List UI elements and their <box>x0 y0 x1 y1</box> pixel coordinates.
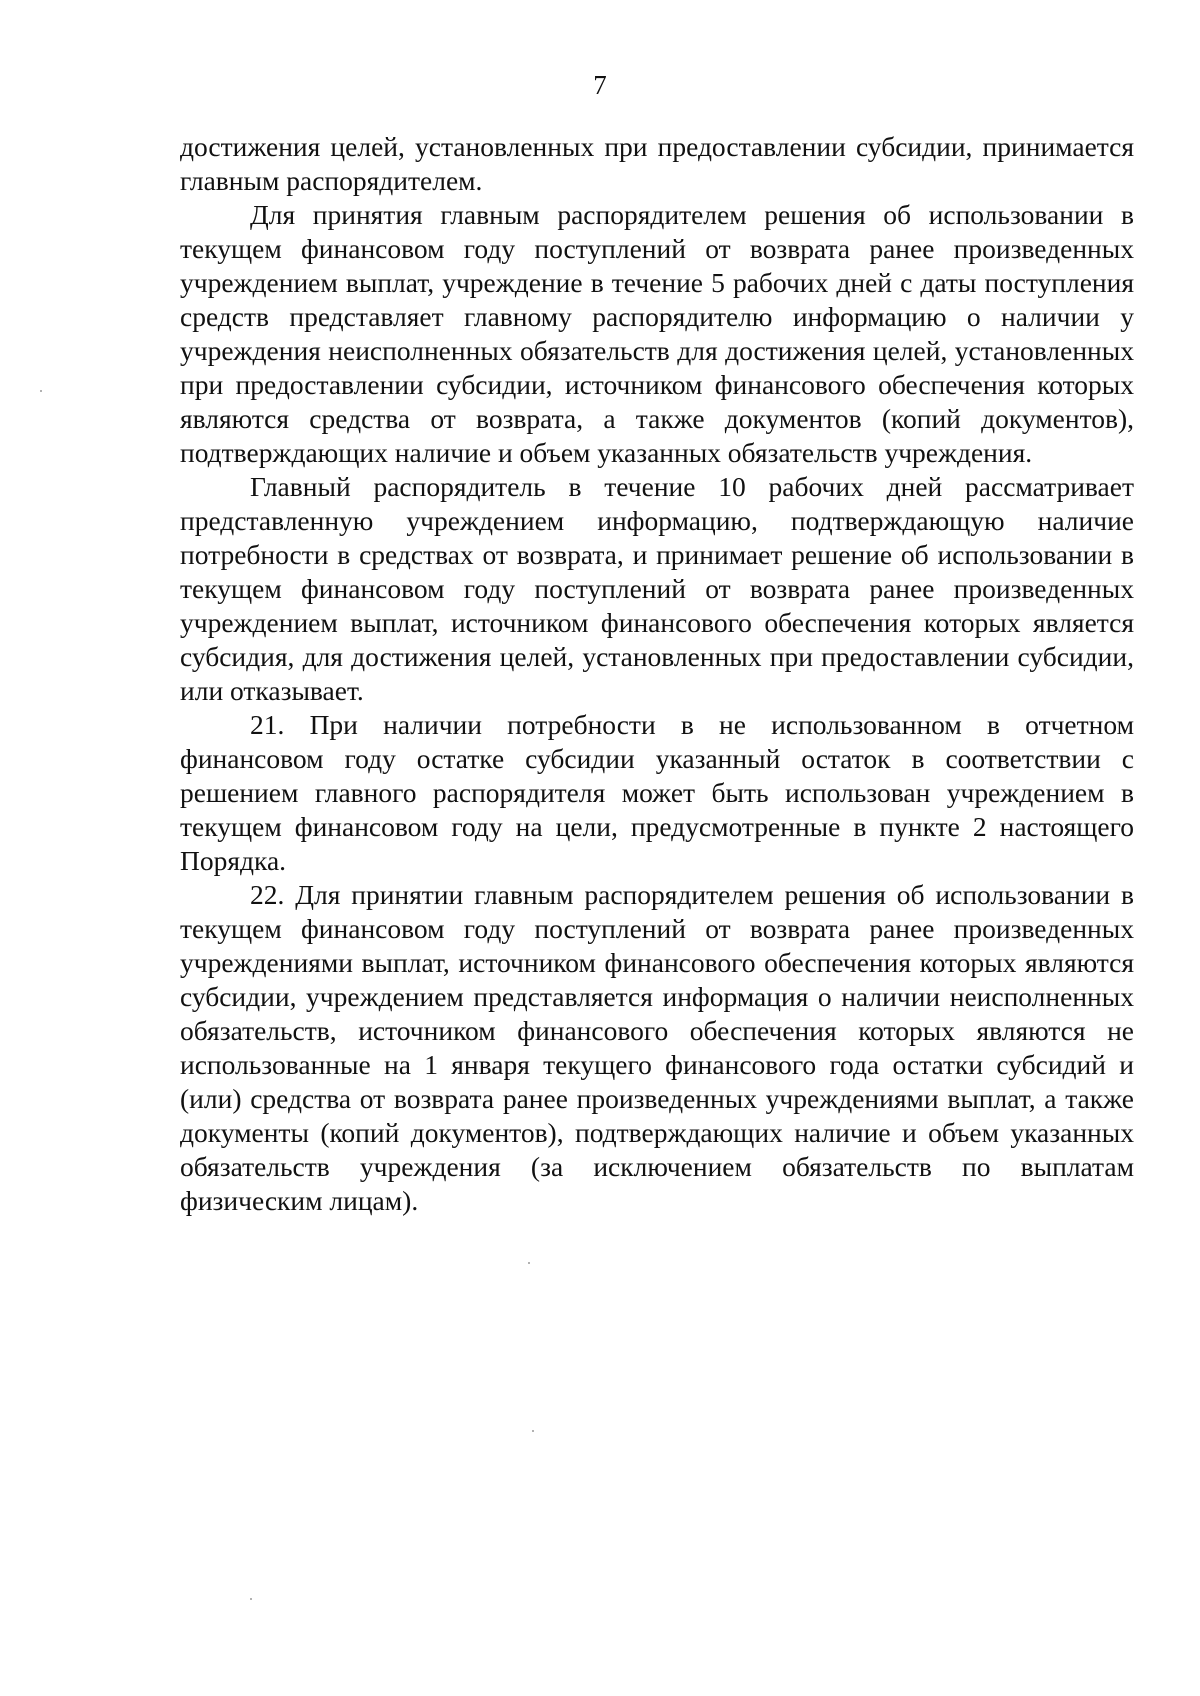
scan-speck <box>528 1262 530 1264</box>
paragraph-main-manager-review: Главный распорядитель в течение 10 рабочих дней рассматривает представленную учреждением информацию, подтверждающую наличие потребности в средствах от возврата, и принимает решение об использовании в текущем финансовом году поступлений от возврата ранее произведенных учреждением выплат, источником финансового обеспечения которых является субсидия, для достижения целей, установленных при предоставлении субсидии, или отказывает. <box>180 471 1134 706</box>
document-body <box>180 130 1134 1218</box>
paragraph-return-decision-info: Для принятия главным распорядителем решения об использовании в текущем финансовом году поступлений от возврата ранее произведенных учреждением выплат, учреждение в течение 5 рабочих дней с даты поступления средств представляет главному распорядителю информацию о наличии у учреждения неисполненных обязательств для достижения целей, установленных при предоставлении субсидии, источником финансового обеспечения которых являются средства от возврата, а также документов (копий документов), подтверждающих наличие и объем указанных обязательств учреждения. <box>180 199 1134 468</box>
paragraph-item-21: 21. При наличии потребности в не использованном в отчетном финансовом году остатке субсидии указанный остаток в соответствии с решением главного распорядителя может быть использован учреждением в текущем финансовом году на цели, предусмотренные в пункте 2 настоящего Порядка. <box>180 709 1134 876</box>
page-number: 7 <box>593 70 607 100</box>
paragraph-continuation: достижения целей, установленных при предоставлении субсидии, принимается главным распорядителем. <box>180 131 1134 196</box>
scan-speck <box>532 1430 534 1432</box>
paragraph-item-22: 22. Для принятии главным распорядителем решения об использовании в текущем финансовом году поступлений от возврата ранее произведенных учреждениями выплат, источником финансового обеспечения которых являются субсидии, учреждением представляется информация о наличии неисполненных обязательств, источником финансового обеспечения которых являются не использованные на 1 января текущего финансового года остатки субсидий и (или) средства от возврата ранее произведенных учреждениями выплат, а также документы (копий документов), подтверждающих наличие и объем указанных обязательств учреждения (за исключением обязательств по выплатам физическим лицам). <box>180 879 1134 1216</box>
scan-speck <box>250 1598 252 1600</box>
scan-speck <box>40 390 42 392</box>
